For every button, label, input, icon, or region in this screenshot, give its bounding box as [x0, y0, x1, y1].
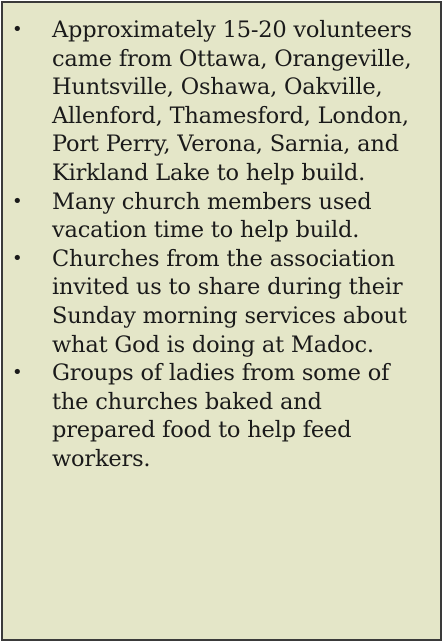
- list-item: [3, 16, 440, 188]
- list-item: [3, 245, 440, 359]
- list-item-text: Churches from the association invited us to share during their Sunday morning services about what God is doing at Madoc.: [52, 245, 407, 358]
- bullet-icon: •: [12, 19, 23, 40]
- bullet-icon: •: [12, 362, 23, 384]
- list-item: [3, 188, 440, 245]
- bullet-icon: •: [12, 190, 23, 212]
- list-item-text: Approximately 15-20 volunteers came from Ottawa, Orangeville, Huntsville, Oshawa, Oakville, Allenford, Thamesford, London, Port Perry, Verona, Sarnia, and Kirkland Lake to help build.: [52, 17, 412, 186]
- list-item: [3, 359, 440, 473]
- list-item-text: Many church members used vacation time to help build.: [52, 188, 372, 244]
- bullet-list: [3, 16, 440, 474]
- bullet-icon: •: [12, 247, 23, 269]
- list-item-text: Groups of ladies from some of the churches baked and prepared food to help feed workers.: [52, 360, 390, 472]
- text-box: [1, 1, 442, 641]
